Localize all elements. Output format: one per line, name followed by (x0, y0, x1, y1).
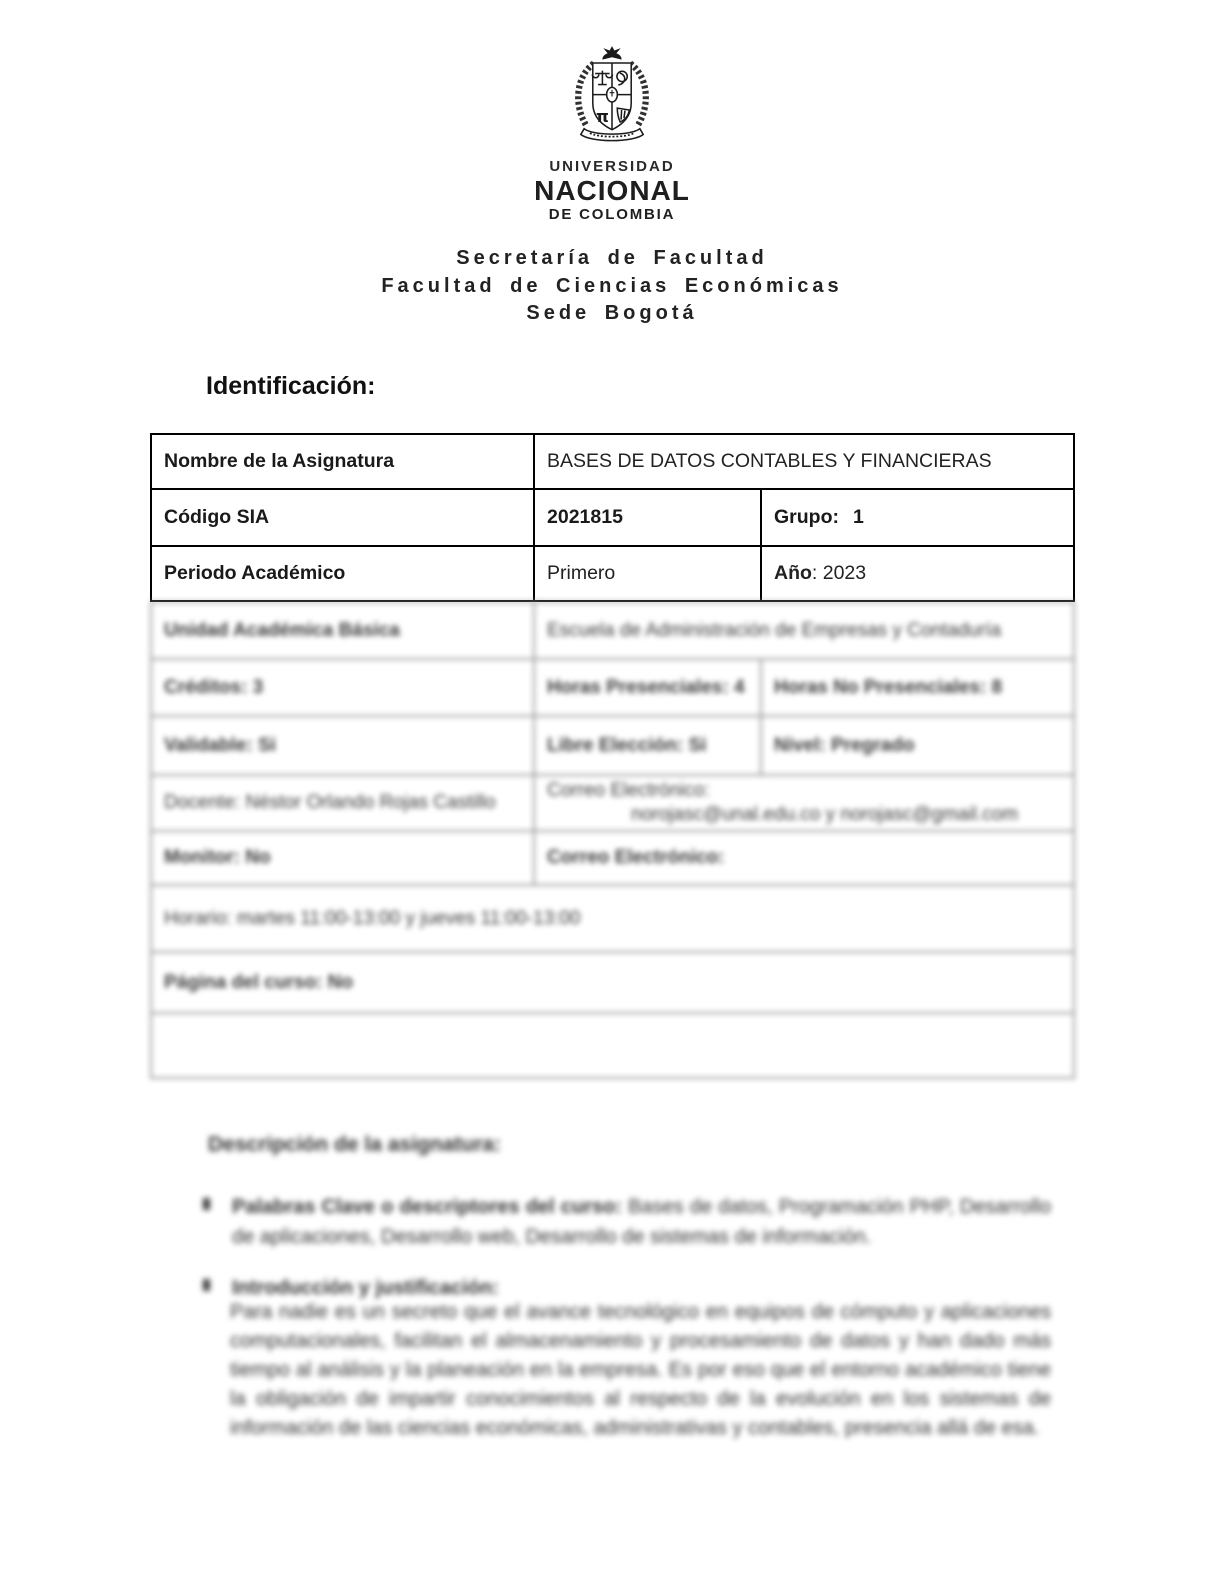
bullet-icon (203, 1193, 232, 1252)
cell-docente: Docente: Néstor Orlando Rojas Castillo (151, 775, 534, 831)
grupo-label: Grupo: (774, 506, 839, 528)
table-row-docente (151, 775, 1074, 831)
section-title-identificacion: Identificación: (206, 372, 376, 400)
table-row-validable (151, 716, 1074, 775)
correo-label: Correo Electrónico: (547, 780, 710, 801)
cell-grupo (761, 489, 1074, 546)
identification-table (150, 433, 1075, 602)
table-row-monitor (151, 831, 1074, 885)
cell-creditos: Créditos: 3 (151, 659, 534, 716)
bullet-text-block (232, 1193, 1051, 1252)
cell-label-codigo: Código SIA (151, 489, 534, 546)
cell-label-nombre: Nombre de la Asignatura (151, 434, 534, 489)
nacional-word: NACIONAL (534, 175, 690, 206)
cell-correo-docente (534, 775, 1074, 831)
bullet-palabras-clave (203, 1193, 1051, 1252)
table-row-periodo (151, 546, 1074, 601)
cell-libre-eleccion: Libre Elección: Si (534, 716, 761, 775)
letterhead-line-facultad: Facultad de Ciencias Económicas (381, 274, 843, 297)
anio-label: Año (774, 562, 812, 584)
cell-empty (151, 1013, 1074, 1078)
table-row-nombre (151, 434, 1074, 489)
identification-table-wrapper (150, 433, 1075, 602)
cell-horario: Horario: martes 11:00-13:00 y jueves 11:00-13:00 (151, 885, 1074, 952)
cell-horas-no-presenciales: Horas No Presenciales: 8 (761, 659, 1074, 716)
cell-validable: Validable: Si (151, 716, 534, 775)
bullet-lead: Palabras Clave o descriptores del curso: (232, 1196, 622, 1218)
bullet-lead: Introducción y justificación: (232, 1277, 499, 1299)
table-row-codigo (151, 489, 1074, 546)
letterhead-line-secretaria: Secretaría de Facultad (456, 247, 768, 269)
cell-horas-presenciales: Horas Presenciales: 4 (534, 659, 761, 716)
table-row-creditos (151, 659, 1074, 716)
redacted-table (150, 601, 1075, 1079)
description-paragraph: Para nadie es un secreto que el avance tecnológico en equipos de cómputo y aplicaciones computacionales, facilitan el almacenamiento y procesamiento de datos y han dado más tiempo al análisis y la planeación en la empresa. Es por eso que el entorno académico tiene la obligación de impartir conocimientos al respecto de la evolución en los sistemas de información de las ciencias económicas, administrativas y contables, presencia allá de esa. (230, 1301, 1051, 1439)
cell-monitor: Monitor: No (151, 831, 534, 885)
redacted-table-wrapper (150, 601, 1075, 1079)
cell-label-unidad: Unidad Académica Básica (151, 602, 534, 659)
cell-value-codigo: 2021815 (534, 489, 761, 546)
svg-text:π: π (595, 107, 609, 126)
bullet-icon (203, 1274, 232, 1304)
cell-label-periodo: Periodo Académico (151, 546, 534, 601)
table-row-horario (151, 885, 1074, 952)
university-word: UNIVERSIDAD (549, 158, 675, 175)
grupo-value: 1 (852, 506, 864, 528)
cell-value-nombre: BASES DE DATOS CONTABLES Y FINANCIERAS (534, 434, 1074, 489)
letterhead-line-sede: Sede Bogotá (526, 302, 698, 324)
table-row-pagina (151, 952, 1074, 1013)
correo-value: norojasc@unal.edu.co y norojasc@gmail.com (631, 804, 1019, 825)
table-row-unidad (151, 602, 1074, 659)
cell-pagina-curso: Página del curso: No (151, 952, 1074, 1013)
unal-crest-icon (564, 44, 660, 152)
de-colombia-word: DE COLOMBIA (548, 206, 676, 223)
letterhead-lines (0, 245, 1224, 328)
anio-value: : 2023 (811, 562, 867, 584)
cell-value-periodo: Primero (534, 546, 761, 601)
cell-anio (761, 546, 1074, 601)
cell-value-unidad: Escuela de Administración de Empresas y Contaduría (534, 602, 1074, 659)
table-row-empty (151, 1013, 1074, 1078)
bullet-body: Bases de datos, Programación PHP, Desarrollo de aplicaciones, Desarrollo web, Desarrollo de sistemas de información. (232, 1196, 1051, 1248)
cell-nivel: Nivel: Pregrado (761, 716, 1074, 775)
cell-correo-monitor: Correo Electrónico: (534, 831, 1074, 885)
description-heading: Descripción de la asignatura: (208, 1133, 501, 1156)
